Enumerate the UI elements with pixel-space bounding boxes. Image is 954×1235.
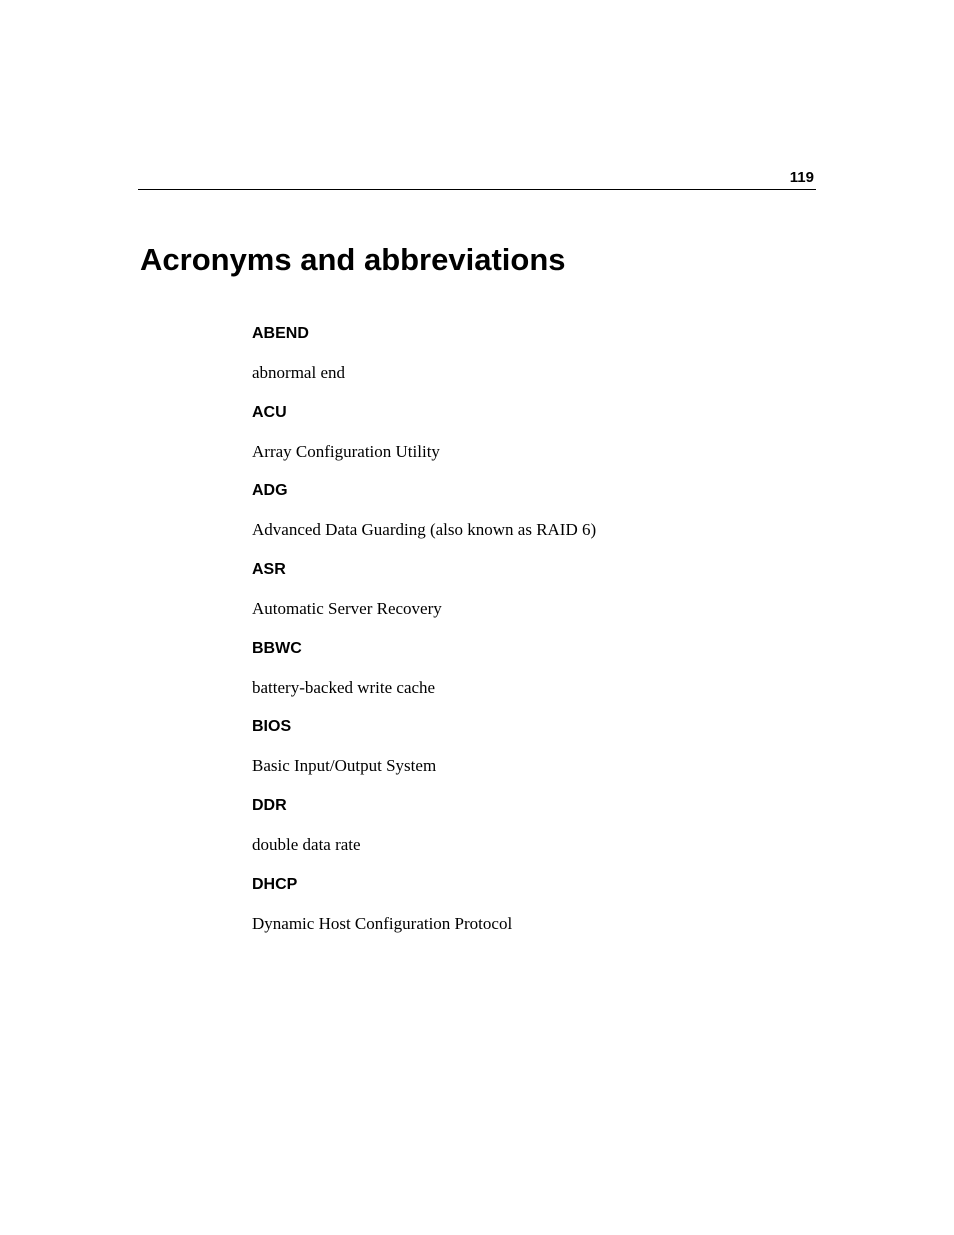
page-number: 119 [789, 169, 814, 186]
glossary-definition: abnormal end [252, 363, 345, 382]
glossary-definition: Dynamic Host Configuration Protocol [252, 913, 513, 933]
glossary-entry-asr [252, 559, 812, 638]
glossary-definition: Advanced Data Guarding (also known as RAID 6) [252, 520, 597, 540]
glossary-definition: Automatic Server Recovery [252, 599, 442, 619]
glossary-term: ACU [252, 403, 287, 421]
glossary-list [252, 323, 812, 953]
glossary-term: ABEND [252, 325, 309, 342]
glossary-term: DHCP [252, 875, 298, 893]
glossary-definition: double data rate [252, 835, 361, 855]
glossary-definition: Array Configuration Utility [252, 441, 440, 461]
glossary-term: BBWC [252, 639, 302, 657]
glossary-entry-ddr [252, 795, 812, 874]
glossary-definition: Basic Input/Output System [252, 756, 437, 776]
glossary-entry-dhcp [252, 874, 812, 953]
glossary-definition: battery-backed write cache [252, 677, 436, 697]
glossary-term: DDR [252, 797, 287, 815]
glossary-entry-acu [252, 402, 812, 481]
glossary-term: ADG [252, 482, 288, 500]
chapter-title: Acronyms and abbreviations [140, 242, 566, 277]
glossary-entry-bios [252, 716, 812, 795]
glossary-entry-adg [252, 480, 812, 559]
glossary-entry-abend [252, 323, 812, 402]
glossary-term: BIOS [252, 718, 292, 736]
glossary-term: ASR [252, 561, 286, 579]
glossary-entry-bbwc [252, 638, 812, 717]
header-rule [138, 189, 816, 190]
